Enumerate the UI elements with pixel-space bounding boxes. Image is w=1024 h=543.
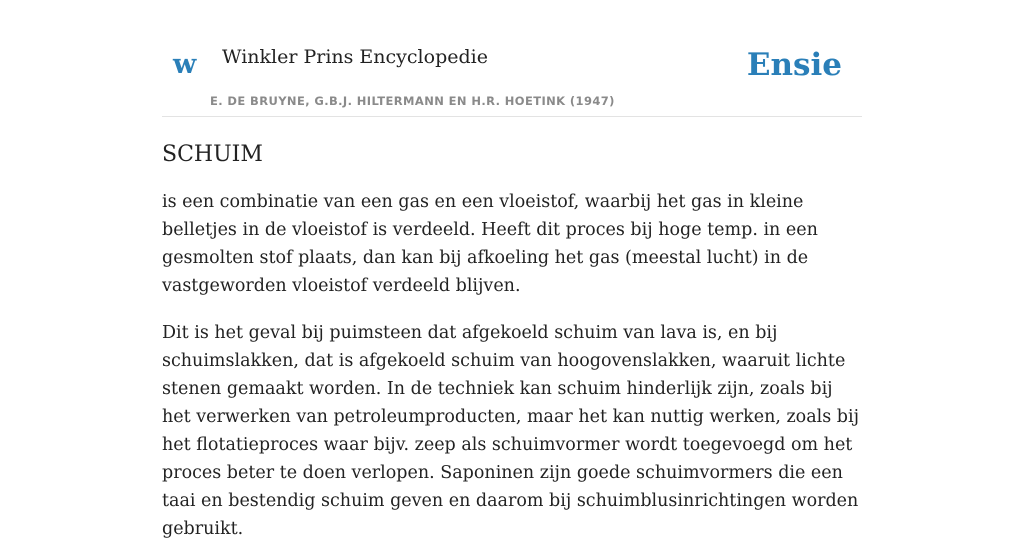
winkler-prins-logo[interactable]: w: [173, 49, 197, 80]
entry-title: SCHUIM: [162, 142, 263, 167]
publication-title: Winkler Prins Encyclopedie: [222, 46, 488, 68]
publication-authors: E. DE BRUYNE, G.B.J. HILTERMANN EN H.R. HOETINK (1947): [210, 94, 615, 108]
article-paragraph-1: is een combinatie van een gas en een vloeistof, waarbij het gas in kleine belletjes in de vloeistof is verdeeld. Heeft dit proces bij hoge temp. in een gesmolten stof plaats, dan kan bij afkoeling het gas (meestal lucht) in de vastgeworden vloeistof verdeeld blijven.: [162, 192, 818, 296]
article-paragraph-2: Dit is het geval bij puimsteen dat afgekoeld schuim van lava is, en bij schuimslakken, dat is afgekoeld schuim van hoogovenslakken, waaruit lichte stenen gemaakt worden. In de techniek kan schuim hinderlijk zijn, zoals bij het verwerken van petroleumproducten, maar het kan nuttig werken, zoals bij het flotatieproces waar bijv. zeep als schuimvormer wordt toegevoegd om het proces beter te doen verlopen. Saponinen zijn goede schuimvormers die een taai en bestendig schuim geven en daarom bij schuimblusinrichtingen worden gebruikt.: [162, 323, 860, 539]
source-header: [162, 0, 862, 117]
ensie-logo[interactable]: Ensie: [746, 47, 842, 83]
article-body: [162, 140, 862, 543]
